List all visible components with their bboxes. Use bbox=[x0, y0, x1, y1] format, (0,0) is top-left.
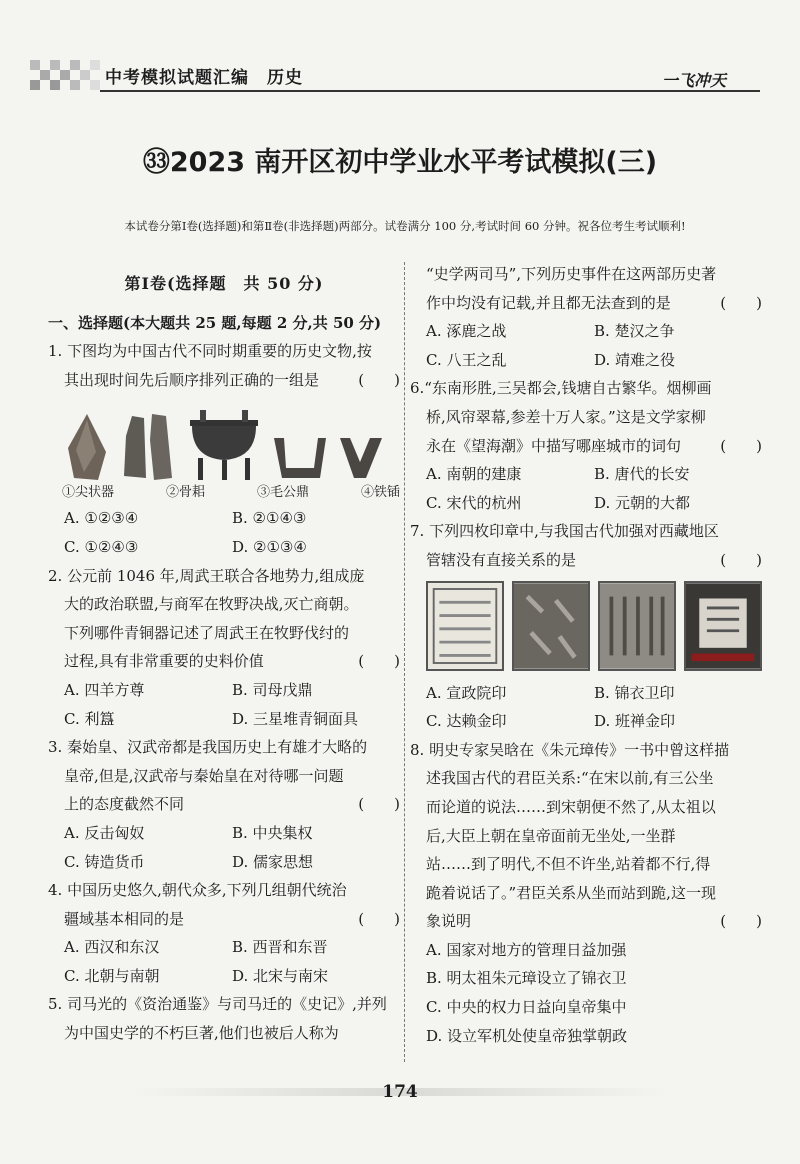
series-title: 中考模拟试题汇编 历史 bbox=[105, 68, 303, 88]
option-row bbox=[48, 962, 400, 991]
question-text-line: 5. 司马光的《资治通鉴》与司马迁的《史记》,并列 bbox=[48, 995, 387, 1014]
question-text-line: 8. 明史专家吴晗在《朱元璋传》一书中曾这样描 bbox=[410, 740, 730, 759]
option-d[interactable]: D. ②①③④ bbox=[232, 537, 307, 556]
question-text-line: 皇帝,但是,汉武帝与秦始皇在对待哪一问题 bbox=[64, 766, 344, 785]
option-d[interactable]: D. 班禅金印 bbox=[594, 712, 676, 731]
option-d[interactable]: D. 北宋与南宋 bbox=[232, 966, 329, 985]
option-b[interactable]: B. 西晋和东晋 bbox=[232, 938, 328, 957]
question-text-line: “史学两司马”,下列历史事件在这两部历史著 bbox=[426, 265, 717, 283]
question-text-line: 永在《望海潮》中描写哪座城市的词句 ( ) bbox=[410, 432, 762, 461]
option-c[interactable]: C. 铸造货币 bbox=[64, 852, 145, 871]
question-text-line: 上的态度截然不同 ( ) bbox=[48, 790, 400, 819]
question-text-line: 而论道的说法……到宋朝便不然了,从太祖以 bbox=[426, 797, 716, 816]
pointed-tool-image bbox=[62, 412, 112, 482]
option-a[interactable]: A. 宣政院印 bbox=[426, 683, 507, 702]
answer-bracket: ( ) bbox=[720, 550, 762, 569]
column-divider bbox=[404, 262, 405, 1062]
question-text-line: 过程,具有非常重要的史料价值 ( ) bbox=[48, 647, 400, 676]
option-row bbox=[48, 705, 400, 734]
option-c[interactable]: C. 北朝与南朝 bbox=[64, 966, 160, 985]
seal-image-c bbox=[598, 581, 676, 671]
question-text-line: 大的政治联盟,与商军在牧野决战,灭亡商朝。 bbox=[64, 595, 359, 614]
seal-image-d bbox=[684, 581, 762, 671]
section-title: 第Ⅰ卷(选择题 共 50 分) bbox=[124, 274, 324, 293]
option-row bbox=[48, 819, 400, 848]
question-text-line: 管辖没有直接关系的是 ( ) bbox=[410, 546, 762, 575]
question-4 bbox=[48, 876, 400, 990]
bone-spade-image bbox=[118, 412, 178, 482]
question-5-start bbox=[48, 990, 400, 1047]
question-6 bbox=[410, 374, 762, 517]
exam-instructions: 本试卷分第Ⅰ卷(选择题)和第Ⅱ卷(非选择题)两部分。试卷满分 100 分,考试时间 60 分钟。祝各位考生考试顺利! bbox=[124, 219, 686, 233]
answer-bracket: ( ) bbox=[358, 370, 400, 389]
option-row bbox=[410, 346, 762, 375]
option-c[interactable]: C. 八王之乱 bbox=[426, 350, 507, 369]
option-c[interactable]: C. 利簋 bbox=[64, 709, 115, 728]
question-text-line: 2. 公元前 1046 年,周武王联合各地势力,组成庞 bbox=[48, 566, 365, 585]
question-text-line: 站……到了明代,不但不许坐,站着都不行,得 bbox=[426, 855, 711, 874]
question-text-line: 为中国史学的不朽巨著,他们也被后人称为 bbox=[64, 1024, 339, 1043]
caption: ③毛公鼎 bbox=[256, 485, 309, 501]
option-a[interactable]: A. 四羊方尊 bbox=[64, 680, 145, 699]
question-text-line: 7. 下列四枚印章中,与我国古代加强对西藏地区 bbox=[410, 522, 719, 541]
option-b[interactable]: B. 明太祖朱元璋设立了锦衣卫 bbox=[426, 969, 627, 988]
option-row bbox=[48, 533, 400, 562]
question-3 bbox=[48, 733, 400, 876]
answer-bracket: ( ) bbox=[358, 652, 400, 671]
seal-image-b bbox=[512, 581, 590, 671]
header-rule bbox=[100, 90, 760, 92]
artifact-captions bbox=[62, 482, 400, 504]
option-c[interactable]: C. 宋代的杭州 bbox=[426, 493, 522, 512]
option-row bbox=[410, 317, 762, 346]
seal-image-a bbox=[426, 581, 504, 671]
answer-bracket: ( ) bbox=[720, 293, 762, 312]
question-1 bbox=[48, 337, 400, 561]
question-text-line: 述我国古代的君臣关系:“在宋以前,有三公坐 bbox=[426, 769, 714, 788]
answer-bracket: ( ) bbox=[720, 912, 762, 931]
option-a[interactable]: A. 西汉和东汉 bbox=[64, 938, 160, 957]
question-text-line: 桥,风帘翠幕,参差十万人家。”这是文学家柳 bbox=[426, 407, 706, 426]
brand-logo: 一飞冲天 bbox=[662, 71, 727, 90]
option-c[interactable]: C. 中央的权力日益向皇帝集中 bbox=[426, 998, 627, 1017]
question-text-line: 跪着说话了。”君臣关系从坐而站到跪,这一现 bbox=[426, 883, 716, 902]
question-text-line: 其出现时间先后顺序排列正确的一组是 ( ) bbox=[48, 366, 400, 395]
option-row bbox=[48, 504, 400, 533]
part-heading: 一、选择题(本大题共 25 题,每题 2 分,共 50 分) bbox=[48, 313, 382, 332]
question-8 bbox=[410, 736, 762, 1051]
question-7 bbox=[410, 517, 762, 735]
option-b[interactable]: B. 司母戊鼎 bbox=[232, 680, 313, 699]
option-b[interactable]: B. ②①④③ bbox=[232, 509, 307, 528]
question-text-line: 疆域基本相同的是 ( ) bbox=[48, 905, 400, 934]
iron-spade-image bbox=[270, 432, 400, 482]
option-b[interactable]: B. 楚汉之争 bbox=[594, 322, 675, 341]
option-row bbox=[48, 933, 400, 962]
option-a[interactable]: A. ①②③④ bbox=[64, 509, 139, 528]
question-text-line: 3. 秦始皇、汉武帝都是我国历史上有雄才大略的 bbox=[48, 738, 368, 757]
caption: ①尖状器 bbox=[62, 485, 115, 501]
option-d[interactable]: D. 元朝的大都 bbox=[594, 493, 691, 512]
option-b[interactable]: B. 唐代的长安 bbox=[594, 465, 690, 484]
option-row bbox=[410, 460, 762, 489]
question-text-line: 6.“东南形胜,三吴都会,钱塘自古繁华。烟柳画 bbox=[410, 379, 712, 398]
question-text-line: 作中均没有记载,并且都无法查到的是 ( ) bbox=[410, 289, 762, 318]
option-c[interactable]: C. 达赖金印 bbox=[426, 712, 507, 731]
option-a[interactable]: A. 南朝的建康 bbox=[426, 465, 522, 484]
question-text-line: 后,大臣上朝在皇帝面前无坐处,一坐群 bbox=[426, 826, 676, 845]
option-a[interactable]: A. 反击匈奴 bbox=[64, 823, 145, 842]
question-5-continued bbox=[410, 260, 762, 374]
header-checker-pattern bbox=[30, 60, 100, 90]
left-column bbox=[48, 260, 400, 1048]
option-a[interactable]: A. 涿鹿之战 bbox=[426, 322, 507, 341]
answer-bracket: ( ) bbox=[358, 909, 400, 928]
ding-vessel-image bbox=[184, 408, 264, 482]
option-c[interactable]: C. ①②④③ bbox=[64, 537, 139, 556]
seal-images bbox=[426, 581, 762, 673]
answer-bracket: ( ) bbox=[720, 436, 762, 455]
option-row bbox=[48, 676, 400, 705]
option-a[interactable]: A. 国家对地方的管理日益加强 bbox=[426, 940, 627, 959]
caption: ④铁锸 bbox=[360, 485, 400, 501]
option-b[interactable]: B. 中央集权 bbox=[232, 823, 313, 842]
question-text-line: 下列哪件青铜器记述了周武王在牧野伐纣的 bbox=[64, 623, 350, 642]
right-column bbox=[410, 260, 762, 1050]
question-text-line: 1. 下图均为中国古代不同时期重要的历史文物,按 bbox=[48, 342, 372, 361]
caption: ②骨耜 bbox=[165, 485, 205, 501]
option-d[interactable]: D. 靖难之役 bbox=[594, 350, 676, 369]
option-row bbox=[410, 707, 762, 736]
answer-bracket: ( ) bbox=[358, 795, 400, 814]
question-2 bbox=[48, 562, 400, 734]
page-number: 174 bbox=[382, 1082, 418, 1102]
question-text-line: 4. 中国历史悠久,朝代众多,下列几组朝代统治 bbox=[48, 881, 347, 900]
option-row bbox=[410, 489, 762, 518]
option-d[interactable]: D. 儒家思想 bbox=[232, 852, 314, 871]
artifact-images bbox=[62, 402, 400, 482]
option-row bbox=[410, 679, 762, 708]
option-b[interactable]: B. 锦衣卫印 bbox=[594, 683, 675, 702]
option-row bbox=[48, 848, 400, 877]
option-d[interactable]: D. 三星堆青铜面具 bbox=[232, 709, 359, 728]
exam-title: ㉝2023 南开区初中学业水平考试模拟(三) bbox=[142, 147, 658, 178]
option-d[interactable]: D. 设立军机处使皇帝独掌朝政 bbox=[426, 1026, 628, 1045]
question-text-line: 象说明 ( ) bbox=[410, 907, 762, 936]
